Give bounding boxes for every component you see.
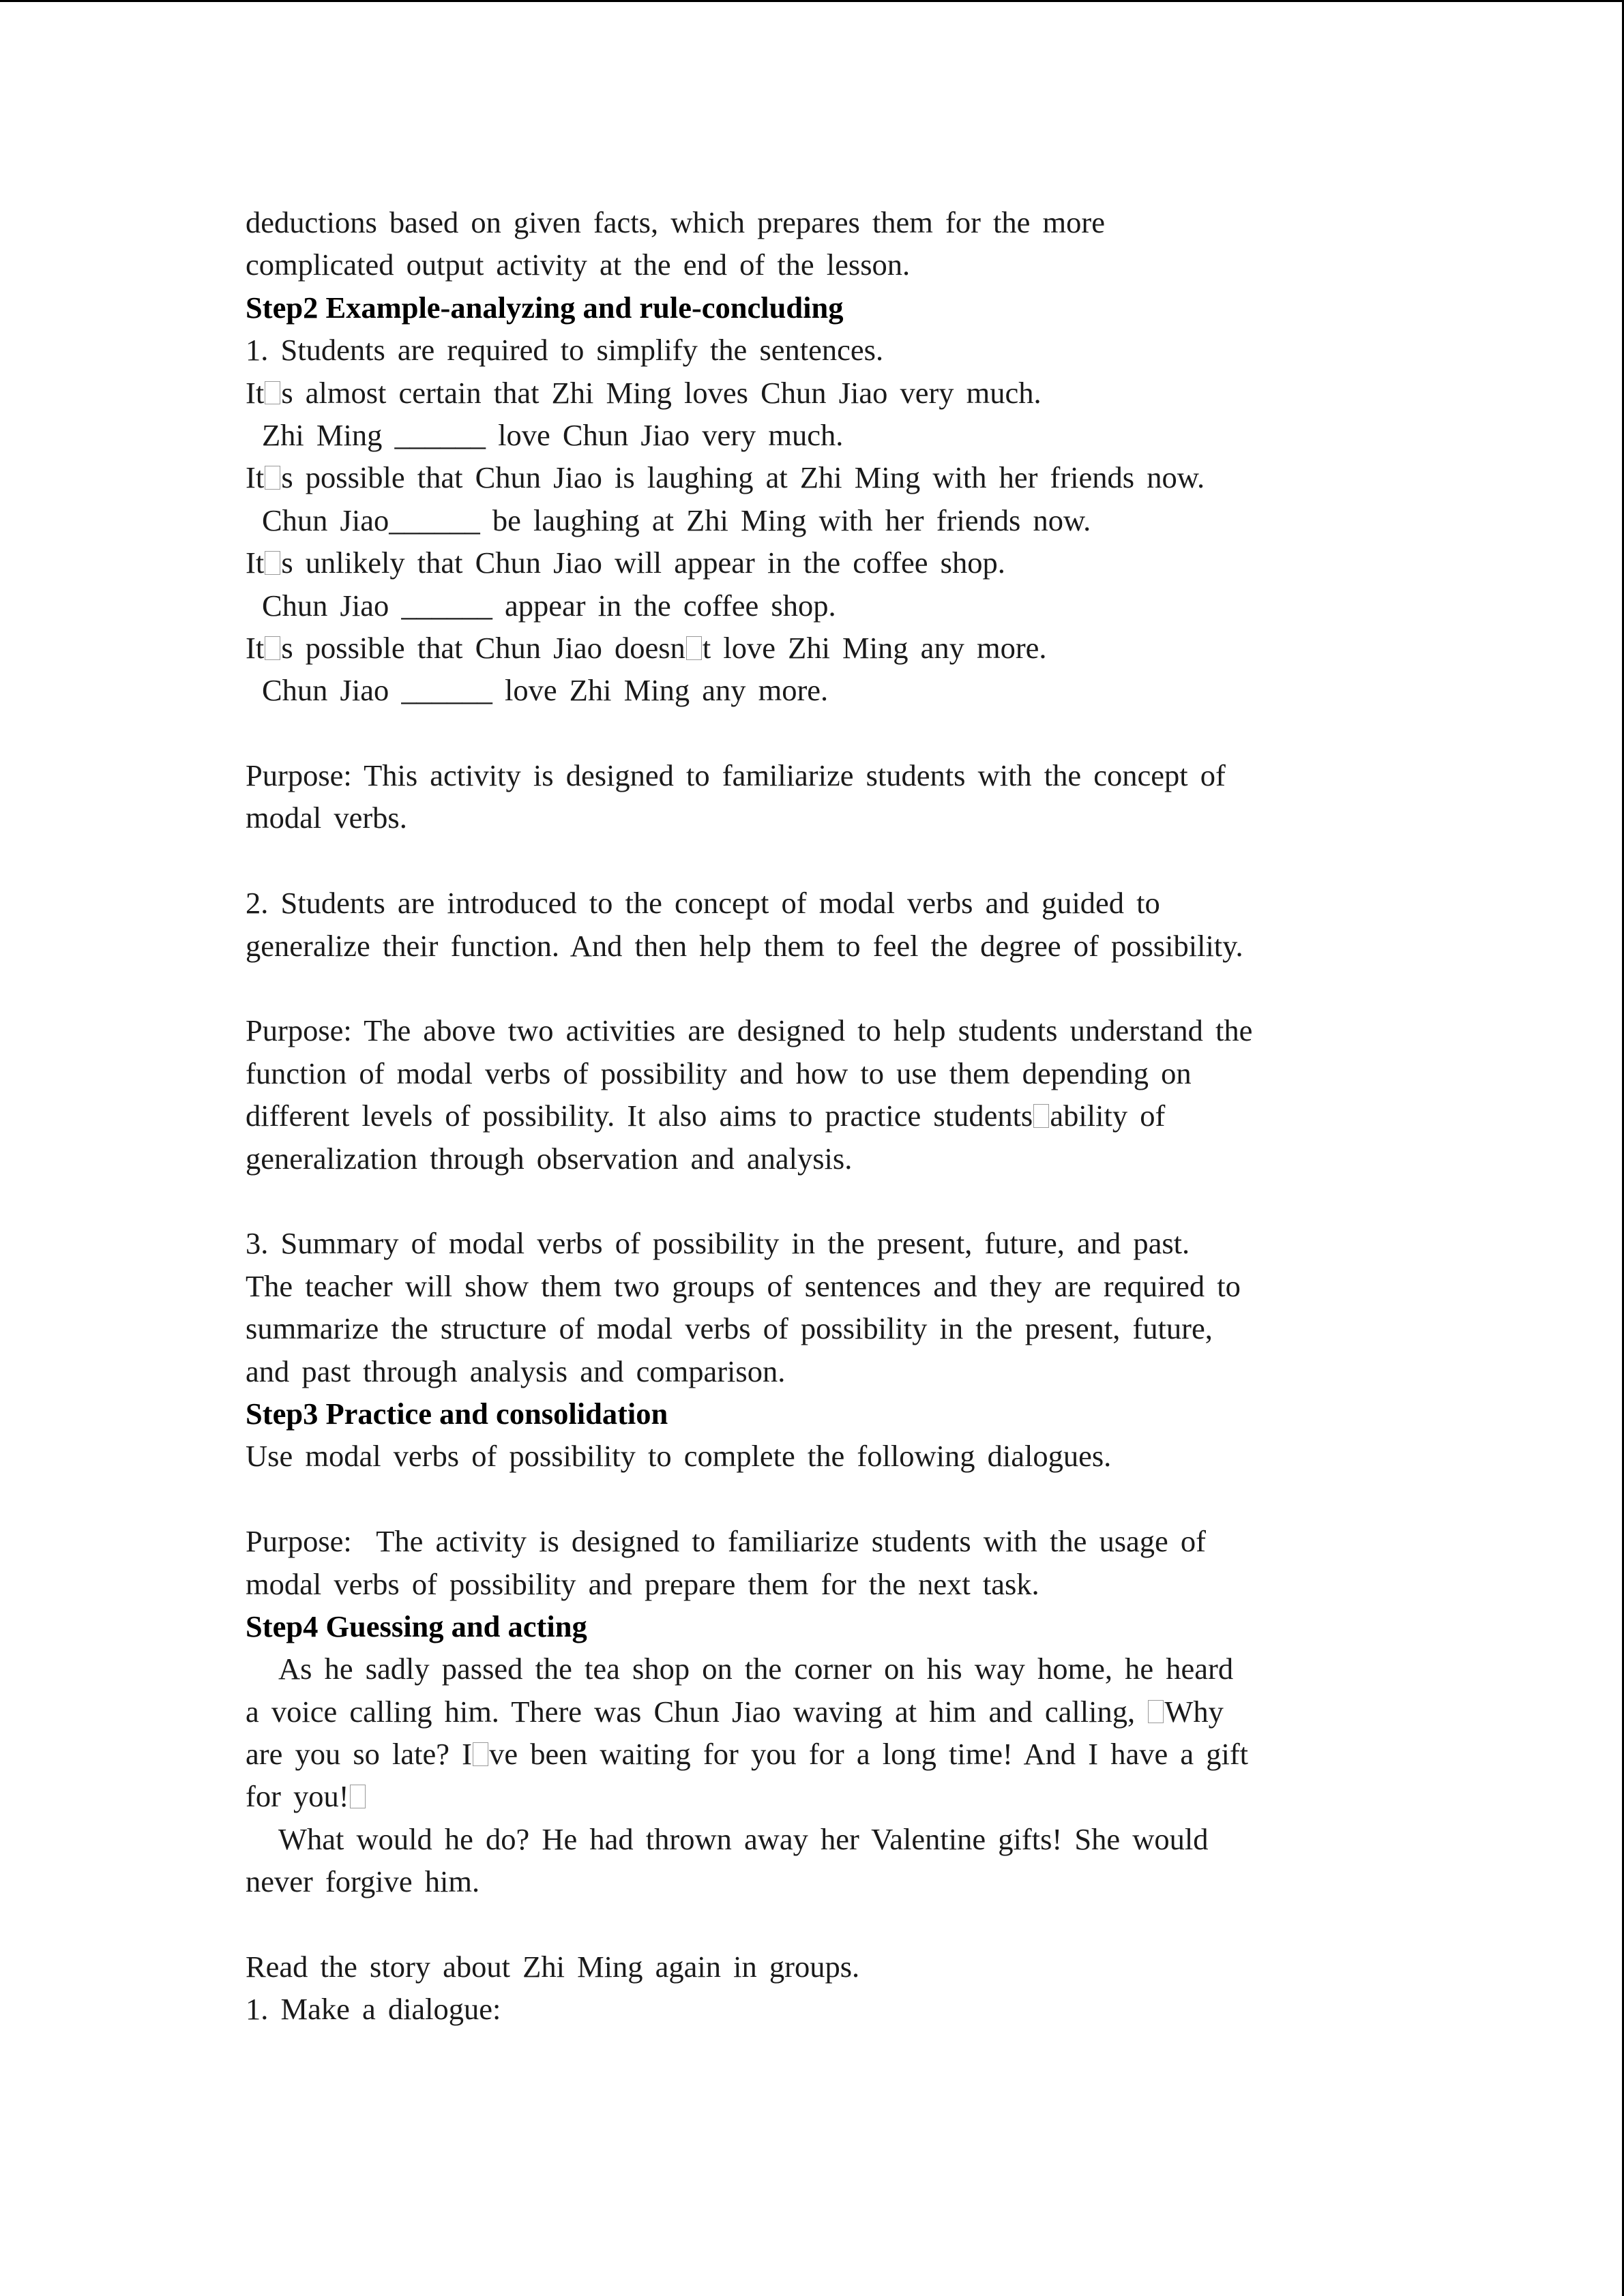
intro-line-2: complicated output activity at the end of the lesson.: [246, 248, 911, 282]
purpose-1-line-2: modal verbs.: [246, 801, 407, 835]
step2-item-2-line-1: 2. Students are introduced to the concept of modal verbs and guided to: [246, 886, 1160, 921]
step4-heading: Step4 Guessing and acting: [246, 1609, 587, 1643]
intro-line-1: deductions based on given facts, which prepares them for the more: [246, 205, 1105, 239]
step2-item-3-line-3: summarize the structure of modal verbs of possibility in the present, future,: [246, 1311, 1213, 1346]
blank-line: [246, 712, 1378, 754]
blank-line: [246, 1903, 1378, 1945]
it-prefix: It: [246, 630, 265, 665]
sentence-3-simplified: Chun Jiao ______ appear in the coffee shop.: [262, 588, 836, 623]
document-body: [246, 201, 1378, 2031]
blank-line: [246, 1180, 1378, 1222]
sentence-1-original: [246, 372, 1378, 414]
sentence-3-text: s unlikely that Chun Jiao will appear in the coffee shop.: [281, 546, 1005, 580]
story-p1-line-2-end: Why: [1164, 1694, 1224, 1729]
sentence-4-original: [246, 627, 1378, 669]
it-prefix: It: [246, 375, 265, 410]
step3-purpose-line-2: modal verbs of possibility and prepare them for the next task.: [246, 1566, 1039, 1601]
story-p1-line-1: As he sadly passed the tea shop on the corner on his way home, he heard: [278, 1652, 1234, 1686]
purpose-2-line-1: Purpose: The above two activities are designed to help students understand the: [246, 1013, 1253, 1048]
sentence-2-simplified: Chun Jiao______ be laughing at Zhi Ming with her friends now.: [262, 503, 1091, 537]
it-prefix: It: [246, 460, 265, 495]
purpose-2-line-4: generalization through observation and analysis.: [246, 1141, 853, 1176]
purpose-2-line-3: [246, 1094, 1378, 1137]
sentence-1-text: s almost certain that Zhi Ming loves Chun Jiao very much.: [281, 375, 1042, 410]
step3-line-1: Use modal verbs of possibility to complete the following dialogues.: [246, 1439, 1112, 1474]
purpose-2-line-2: function of modal verbs of possibility and how to use them depending on: [246, 1056, 1192, 1090]
missing-glyph-icon: [473, 1742, 488, 1766]
story-p1-line-2: [246, 1690, 1378, 1733]
blank-line: [246, 1478, 1378, 1520]
story-p1-line-3-end: ve been waiting for you for a long time! And I have a gift: [489, 1737, 1249, 1772]
sentence-2-original: [246, 456, 1378, 498]
story-p2-line-1: What would he do? He had thrown away her Valentine gifts! She would: [278, 1821, 1209, 1856]
purpose-1-line-1: Purpose: This activity is designed to familiarize students with the concept of: [246, 758, 1226, 793]
missing-glyph-icon: [265, 551, 280, 575]
sentence-4-simplified: Chun Jiao ______ love Zhi Ming any more.: [262, 673, 829, 708]
story-p1-line-3: [246, 1733, 1378, 1775]
purpose-2-line-3-end: ability of: [1050, 1099, 1166, 1133]
sentence-4-text: s possible that Chun Jiao doesn: [281, 630, 685, 665]
missing-glyph-icon: [265, 381, 280, 405]
step3-heading: Step3 Practice and consolidation: [246, 1396, 668, 1431]
step2-item-1: 1. Students are required to simplify the sentences.: [246, 333, 884, 368]
missing-glyph-icon: [265, 466, 280, 490]
missing-glyph-icon: [1033, 1104, 1049, 1128]
story-p1-line-4: [246, 1775, 1378, 1817]
purpose-2-line-3-start: different levels of possibility. It also aims to practice students: [246, 1099, 1033, 1133]
missing-glyph-icon: [265, 636, 280, 660]
blank-line: [246, 839, 1378, 882]
story-p1-line-2-start: a voice calling him. There was Chun Jiao waving at him and calling,: [246, 1694, 1148, 1729]
step2-item-3-line-4: and past through analysis and comparison.: [246, 1354, 786, 1388]
story-p1-line-4-text: for you!: [246, 1779, 349, 1814]
step4-item-1: 1. Make a dialogue:: [246, 1992, 501, 2027]
step4-read-instruction: Read the story about Zhi Ming again in groups.: [246, 1950, 860, 1984]
missing-glyph-icon: [686, 636, 702, 660]
sentence-2-text: s possible that Chun Jiao is laughing at Zhi Ming with her friends now.: [281, 460, 1205, 495]
step2-item-2-line-2: generalize their function. And then help them to feel the degree of possibility.: [246, 928, 1243, 963]
story-p2-line-2: never forgive him.: [246, 1864, 480, 1899]
step2-item-3-line-2: The teacher will show them two groups of sentences and they are required to: [246, 1268, 1241, 1303]
missing-glyph-icon: [1148, 1700, 1164, 1724]
it-prefix: It: [246, 546, 265, 580]
step2-heading: Step2 Example-analyzing and rule-concluding: [246, 290, 844, 325]
story-p1-line-3-start: are you so late? I: [246, 1737, 472, 1772]
sentence-3-original: [246, 541, 1378, 584]
step3-purpose-line-1: Purpose: The activity is designed to familiarize students with the usage of: [246, 1524, 1207, 1559]
sentence-4-text-end: t love Zhi Ming any more.: [702, 630, 1047, 665]
blank-line: [246, 967, 1378, 1009]
step2-item-3-line-1: 3. Summary of modal verbs of possibility in the present, future, and past.: [246, 1226, 1190, 1261]
missing-glyph-icon: [350, 1785, 366, 1808]
sentence-1-simplified: Zhi Ming ______ love Chun Jiao very much.: [262, 417, 844, 452]
